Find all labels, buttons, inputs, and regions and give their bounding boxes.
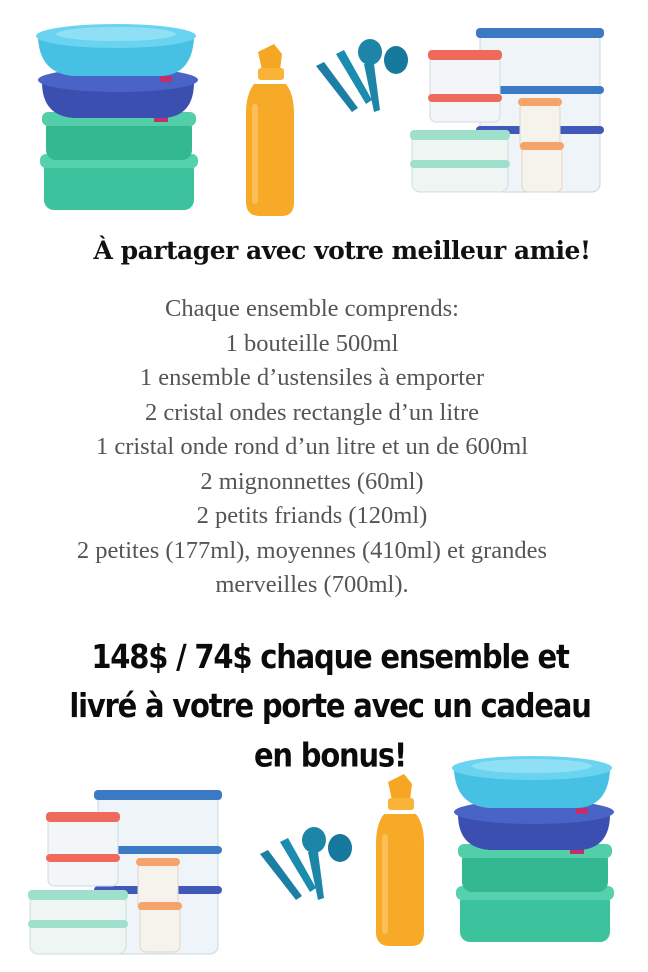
list-item: 2 petites (177ml), moyennes (410ml) et grandes: [76, 536, 548, 564]
water-bottle-image: [370, 774, 430, 950]
offer-line: 148$ / 74$ chaque ensemble et: [91, 637, 569, 676]
list-item: 1 ensemble d’ustensiles à emporter: [139, 364, 485, 391]
headline: [0, 236, 648, 265]
list-item: 2 mignonnettes (60ml): [200, 467, 424, 495]
list-item: 1 cristal onde rond d’un litre et un de 600ml: [95, 433, 529, 460]
utensil-set-image: [312, 38, 412, 122]
stacked-containers-image: [450, 752, 620, 952]
clear-containers-image: [410, 22, 610, 202]
clear-containers-image: [28, 786, 228, 962]
list-item: 2 petits friands (120ml): [196, 502, 428, 529]
offer-line: en bonus!: [253, 736, 407, 775]
contents-intro: Chaque ensemble comprends:: [165, 295, 459, 322]
headline-text: À partager avec votre meilleur amie!: [93, 236, 591, 265]
list-item: merveilles (700ml).: [215, 571, 409, 598]
contents-list: [0, 292, 624, 603]
list-item: 1 bouteille 500ml: [225, 329, 399, 357]
offer-line: livré à votre porte avec un cadeau: [69, 686, 591, 725]
utensil-set-image: [256, 826, 356, 910]
stacked-containers-image: [34, 20, 204, 220]
list-item: 2 cristal ondes rectangle d’un litre: [144, 398, 480, 426]
water-bottle-image: [240, 44, 300, 220]
